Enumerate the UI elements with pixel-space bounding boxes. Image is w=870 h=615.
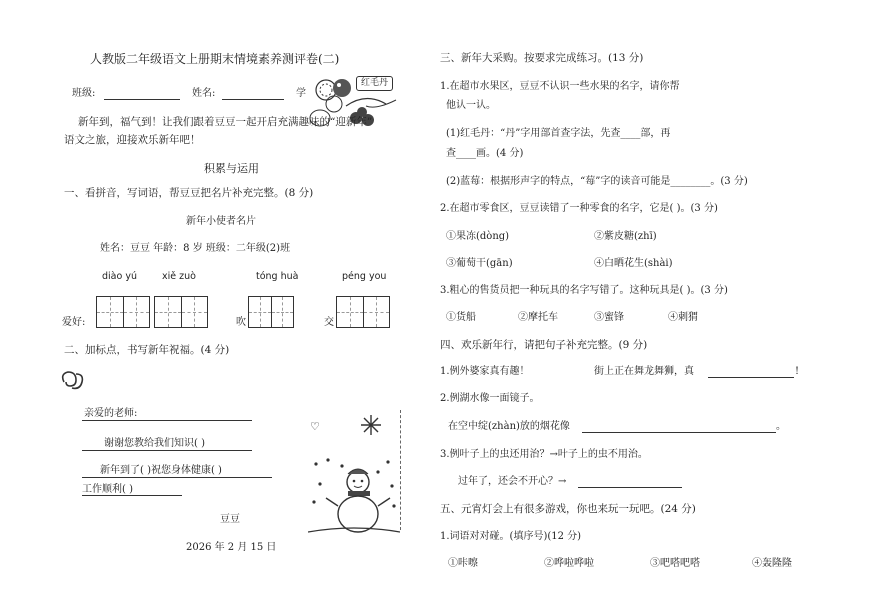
question-2: 二、加标点，书写新年祝福。(4 分)	[64, 344, 230, 356]
card-info: 姓名：豆豆 年龄：8 岁 班级：二年级(2)班	[100, 243, 291, 254]
letter-line-2-underline	[82, 477, 272, 478]
class-label: 班级:	[72, 88, 96, 99]
letter-date: 2026 年 2 月 15 日	[186, 542, 277, 553]
pinyin-diaoyu: diào yú	[102, 271, 137, 282]
card-title: 新年小使者名片	[186, 216, 256, 227]
letter-line-1[interactable]: 谢谢您教给我们知识( )	[104, 438, 205, 449]
intro-line-2: 语文之旅，迎接欢乐新年吧！	[64, 134, 201, 146]
q5-1-option-1[interactable]: ①咔嚓	[448, 558, 478, 569]
letter-signature: 豆豆	[220, 514, 240, 525]
q5-1: 1.词语对对碰。(填序号)(12 分)	[440, 531, 582, 542]
q3-1-line-b: 他认一认。	[446, 100, 496, 111]
jiao-label: 交	[324, 317, 334, 328]
q3-2-option-3[interactable]: ③葡萄干(gān)	[446, 258, 513, 269]
q3-3-option-4[interactable]: ④刺猬	[668, 312, 698, 323]
chui-label: 吹	[236, 317, 246, 328]
snowman-illustration	[308, 456, 400, 534]
intro-line-1: 新年到，福气到！让我们跟着豆豆一起开启充满趣味的“迎新年”	[78, 116, 373, 128]
q4-2-example: 2.例湖水像一面镜子。	[440, 393, 540, 404]
pinyin-pengyou: péng you	[342, 271, 387, 282]
id-label: 学	[296, 88, 306, 99]
fruit-badge: 红毛丹	[356, 76, 393, 91]
q4-1-answer-line[interactable]	[708, 377, 794, 378]
q3-2-option-1[interactable]: ①果冻(dòng)	[446, 231, 510, 242]
q4-2-answer-line[interactable]	[582, 432, 776, 433]
q5-1-option-3[interactable]: ③吧嗒吧嗒	[650, 558, 700, 569]
q4-3-prompt: 过年了，还会不开心？→	[458, 476, 567, 487]
answer-grid-pengyou[interactable]	[336, 296, 390, 328]
pinyin-xiezuo: xiě zuò	[162, 271, 196, 282]
answer-grid-xiezuo[interactable]	[154, 296, 208, 328]
q5-1-option-2[interactable]: ②哗啦哗啦	[544, 558, 594, 569]
q3-1-2[interactable]: (2)蓝莓：根据形声字的特点，“莓”字的读音可能是________。(3 分)	[446, 176, 748, 187]
question-4: 四、欢乐新年行，请把句子补充完整。(9 分)	[440, 339, 648, 351]
q4-2-prompt: 在空中绽(zhàn)放的烟花像	[448, 421, 570, 432]
question-5: 五、元宵灯会上有很多游戏，你也来玩一玩吧。(24 分)	[440, 503, 696, 515]
q3-1-line-a: 1.在超市水果区，豆豆不认识一些水果的名字，请你帮	[440, 81, 680, 92]
q3-1-1-line-a[interactable]: (1)红毛丹：“丹”字用部首查字法，先查____部，再	[446, 128, 671, 139]
q3-2-option-4[interactable]: ④白晒花生(shài)	[594, 258, 673, 269]
q4-2-end: 。	[776, 421, 786, 432]
q5-1-option-4[interactable]: ④轰隆隆	[752, 558, 792, 569]
letter-greeting: 亲爱的老师:	[84, 408, 138, 419]
q4-1-example: 1.例外婆家真有趣！	[440, 366, 530, 377]
heart-icon: ♡	[310, 420, 320, 433]
letter-line-1-underline	[82, 450, 252, 451]
q4-3-answer-line[interactable]	[578, 487, 682, 488]
q4-1-prompt: 街上正在舞龙舞狮，真	[594, 366, 694, 377]
section-title: 积累与运用	[204, 162, 259, 175]
question-1: 一、看拼音，写词语，帮豆豆把名片补充完整。(8 分)	[64, 187, 314, 199]
decorative-border-line	[400, 410, 401, 530]
q3-3[interactable]: 3.粗心的售货员把一种玩具的名字写错了。这种玩具是( )。(3 分)	[440, 285, 728, 296]
class-field[interactable]	[104, 99, 180, 100]
pinyin-tonghua: tóng huà	[256, 271, 299, 282]
answer-grid-diaoyu[interactable]	[96, 296, 150, 328]
q4-3-example: 3.例叶子上的虫还用治？→叶子上的虫不用治。	[440, 449, 648, 460]
q3-3-option-2[interactable]: ②摩托车	[518, 312, 558, 323]
name-label: 姓名:	[192, 88, 216, 99]
hobby-label: 爱好:	[62, 317, 86, 328]
q3-1-1-line-b[interactable]: 查____画。(4 分)	[446, 148, 524, 159]
q3-3-option-1[interactable]: ①货船	[446, 312, 476, 323]
letter-line-2[interactable]: 新年到了( )祝您身体健康( )	[100, 465, 222, 476]
question-3: 三、新年大采购。按要求完成练习。(13 分)	[440, 52, 644, 64]
snowflake-icon	[360, 414, 382, 436]
answer-grid-tonghua[interactable]	[248, 296, 294, 328]
letter-line-3-underline	[82, 495, 182, 496]
q4-1-end: !	[795, 366, 800, 377]
letter-greeting-line	[82, 420, 252, 421]
q3-2[interactable]: 2.在超市零食区，豆豆读错了一种零食的名字，它是( )。(3 分)	[440, 203, 718, 214]
q3-3-option-3[interactable]: ③蜜锋	[594, 312, 624, 323]
name-field[interactable]	[222, 99, 284, 100]
q3-2-option-2[interactable]: ②紫皮糖(zhī)	[594, 231, 657, 242]
letter-line-3[interactable]: 工作顺利( )	[82, 484, 133, 495]
decorative-swirl-icon	[58, 368, 86, 396]
page-title: 人教版二年级语文上册期末情境素养测评卷(二)	[90, 52, 340, 66]
